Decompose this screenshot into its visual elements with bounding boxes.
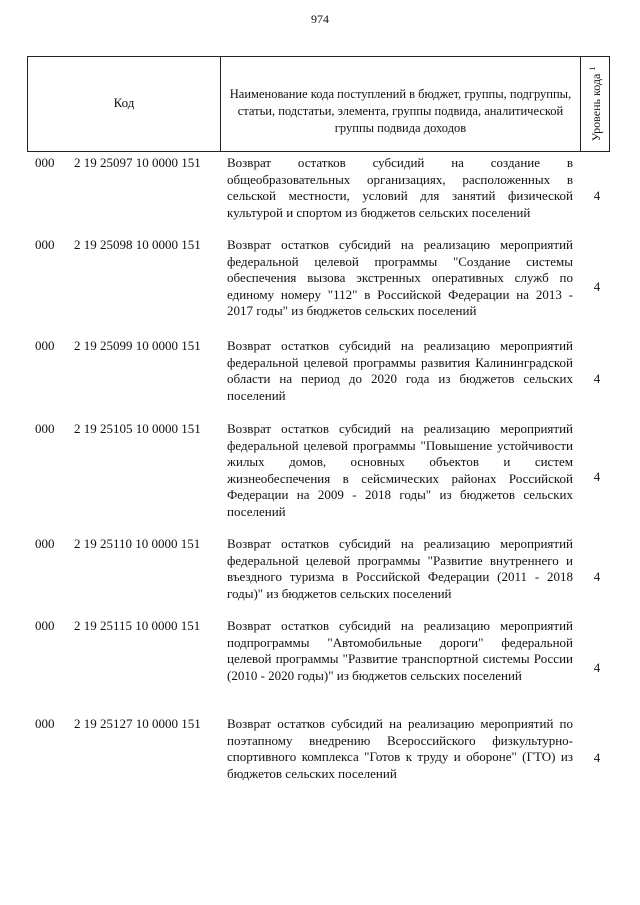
row-level: 4: [593, 279, 601, 294]
row-code: 2 19 25097 10 0000 151: [74, 155, 201, 170]
header-level-label: Уровень кода: [588, 73, 603, 142]
header-level-footnote: 1: [587, 66, 597, 71]
page-number: 974: [311, 12, 329, 26]
row-prefix: 000: [35, 155, 55, 170]
header-name-label: Наименование кода поступлений в бюджет, группы, подгруппы, статьи, подстатьи, элемента, группы подвида, аналитической группы подвида доходов: [229, 87, 572, 135]
row-code: 2 19 25099 10 0000 151: [74, 338, 201, 353]
row-level: 4: [593, 188, 601, 203]
table-header: [27, 56, 610, 152]
row-prefix: 000: [35, 716, 55, 731]
header-level-label-group: [588, 67, 604, 142]
row-level: 4: [593, 750, 601, 765]
row-description: Возврат остатков субсидий на создание в общеобразовательных организациях, расположенных в сельской местности, условий для занятий физической культурой и спортом из бюджетов сельских поселений: [227, 155, 573, 220]
row-prefix: 000: [35, 618, 55, 633]
row-code: 2 19 25127 10 0000 151: [74, 716, 201, 731]
row-description: Возврат остатков субсидий на реализацию мероприятий федеральной целевой программы "Повышение устойчивости жилых домов, основных объектов и систем жизнеобеспечения в сейсмических районах Российской Федерации на 2009 - 2018 годы" из бюджетов сельских поселений: [227, 421, 573, 519]
row-level: 4: [593, 660, 601, 675]
header-code-label: Код: [113, 95, 135, 110]
row-description: Возврат остатков субсидий на реализацию мероприятий по поэтапному внедрению Всероссийского физкультурно-спортивного комплекса "Готов к труду и обороне" (ГТО) из бюджетов сельских поселений: [227, 716, 573, 781]
row-code: 2 19 25110 10 0000 151: [74, 536, 201, 551]
row-level: 4: [593, 569, 601, 584]
row-prefix: 000: [35, 338, 55, 353]
row-prefix: 000: [35, 536, 55, 551]
header-name-cell: [221, 57, 581, 151]
row-description: Возврат остатков субсидий на реализацию мероприятий федеральной целевой программы "Создание системы обеспечения вызова экстренных оперативных служб по единому номеру "112" в Российской Федерации на 2013 - 2017 годы" из бюджетов сельских поселений: [227, 237, 573, 318]
row-description: Возврат остатков субсидий на реализацию мероприятий подпрограммы "Автомобильные дороги" федеральной целевой программы "Развитие транспортной системы России (2010 - 2020 годы)" из бюджетов сельских поселений: [227, 618, 573, 683]
row-code: 2 19 25098 10 0000 151: [74, 237, 201, 252]
row-code: 2 19 25115 10 0000 151: [74, 618, 201, 633]
header-level-cell: [581, 57, 610, 151]
row-prefix: 000: [35, 421, 55, 436]
row-level: 4: [593, 469, 601, 484]
row-description: Возврат остатков субсидий на реализацию мероприятий федеральной целевой программы "Развитие внутреннего и въездного туризма в Российской Федерации (2011 - 2018 годы)" из бюджетов сельских поселений: [227, 536, 573, 601]
row-level: 4: [593, 371, 601, 386]
header-code-cell: [28, 57, 221, 151]
row-code: 2 19 25105 10 0000 151: [74, 421, 201, 436]
row-prefix: 000: [35, 237, 55, 252]
row-description: Возврат остатков субсидий на реализацию мероприятий федеральной целевой программы развития Калининградской области на период до 2020 года из бюджетов сельских поселений: [227, 338, 573, 403]
